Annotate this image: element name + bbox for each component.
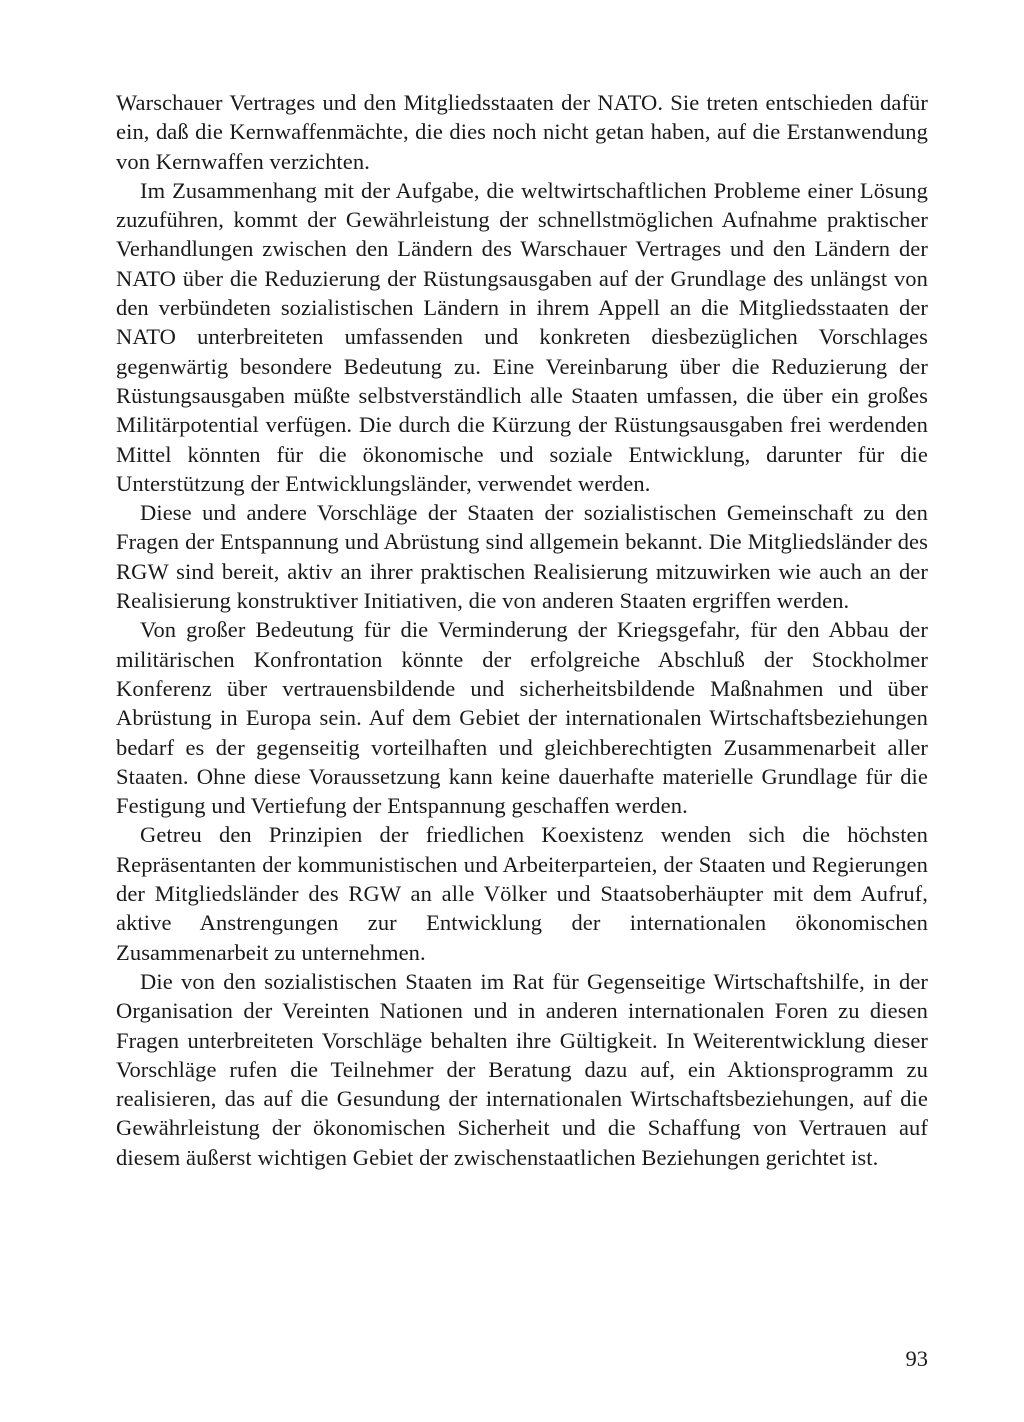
paragraph-disarmament-expenditure: Im Zusammenhang mit der Aufgabe, die weltwirtschaftlichen Probleme einer Lösung zuzuführen, kommt der Gewährleistung der schnellstmöglichen Aufnahme praktischer Verhandlungen zwischen den Ländern des Warschauer Vertrages und den Ländern der NATO über die Reduzierung der Rüstungsausgaben auf der Grundlage des unlängst von den verbündeten sozialistischen Ländern in ihrem Appell an die Mitgliedsstaaten der NATO unterbreiteten umfassenden und konkreten diesbezüglichen Vorschlages gegenwärtig besondere Bedeutung zu. Eine Vereinbarung über die Reduzierung der Rüstungsausgaben müßte selbstverständlich alle Staaten umfassen, die über ein großes Militärpotential verfügen. Die durch die Kürzung der Rüstungsausgaben frei werdenden Mittel könnten für die ökonomische und soziale Entwicklung, darunter für die Unterstützung der Entwicklungsländer, verwendet werden. xyxy=(116,177,928,496)
paragraph-action-programme: Die von den sozialistischen Staaten im Rat für Gegenseitige Wirtschaftshilfe, in der Organisation der Vereinten Nationen und in anderen internationalen Foren zu diesen Fragen unterbreiteten Vorschläge behalten ihre Gültigkeit. In Weiterentwicklung dieser Vorschläge rufen die Teilnehmer der Beratung dazu auf, ein Aktionsprogramm zu realisieren, das auf die Gesundung der internationalen Wirtschaftsbeziehungen, auf die Gewährleistung der ökonomischen Sicherheit und die Schaffung von Vertrauen auf diesem äußerst wichtigen Gebiet der zwischenstaatlichen Beziehungen gerichtet ist. xyxy=(116,968,928,1170)
paragraph-stockholm-conference: Von großer Bedeutung für die Verminderung der Kriegsgefahr, für den Abbau der militärischen Konfrontation könnte der erfolgreiche Abschluß der Stockholmer Konferenz über vertrauensbildende und sicherheitsbildende Maßnahmen und über Abrüstung in Europa sein. Auf dem Gebiet der internationalen Wirtschaftsbeziehungen bedarf es der gegenseitig vorteilhaften und gleichberechtigten Zusammenarbeit aller Staaten. Ohne diese Voraussetzung kann keine dauerhafte materielle Grundlage für die Festigung und Vertiefung der Entspannung geschaffen werden. xyxy=(116,617,928,819)
body-text xyxy=(116,88,928,1172)
paragraph-proposals: Diese und andere Vorschläge der Staaten der sozialistischen Gemeinschaft zu den Fragen der Entspannung und Abrüstung sind allgemein bekannt. Die Mitgliedsländer des RGW sind bereit, aktiv an ihrer praktischen Realisierung mitzuwirken wie auch an der Realisierung konstruktiver Initiativen, die von anderen Staaten ergriffen werden. xyxy=(116,500,928,614)
page-number: 93 xyxy=(905,1346,928,1371)
paragraph-peaceful-coexistence: Getreu den Prinzipien der friedlichen Koexistenz wenden sich die höchsten Repräsentanten der kommunistischen und Arbeiterparteien, der Staaten und Regierungen der Mitgliedsländer des RGW an alle Völker und Staatsoberhäupter mit dem Aufruf, aktive Anstrengungen zur Entwicklung der internationalen ökonomischen Zusammenarbeit zu unternehmen. xyxy=(116,822,928,965)
paragraph-continuation: Warschauer Vertrages und den Mitgliedsstaaten der NATO. Sie treten entschieden dafür ein, daß die Kernwaffenmächte, die dies noch nicht getan haben, auf die Erstanwendung von Kernwaffen verzichten. xyxy=(116,90,928,174)
